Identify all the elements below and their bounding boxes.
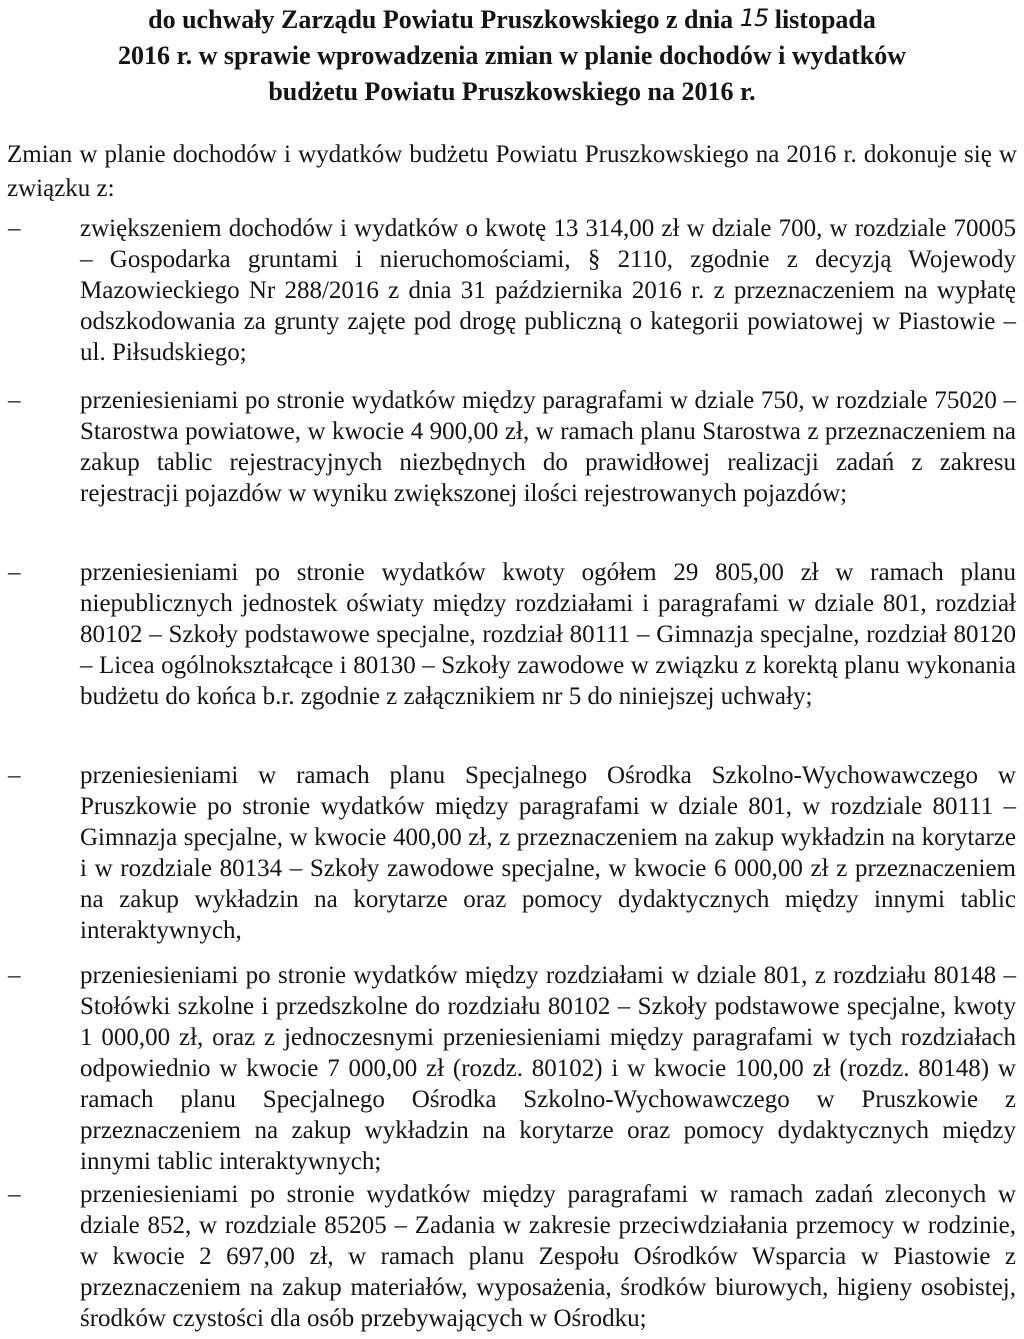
intro-paragraph: Zmian w planie dochodów i wydatków budżetu Powiatu Pruszkowskiego na 2016 r. dokonuje się w związku z: bbox=[7, 141, 1017, 202]
list-item-text: przeniesieniami po stronie wydatków między paragrafami w dziale 750, w rozdziale 75020 – Starostwa powiatowe, w kwocie 4 900,00 zł, w ramach planu Starostwa z przeznaczeniem na zakup tablic rejestracyjnych niezbędnych do prawidłowej realizacji zadań z zakresu rejestracji pojazdów w wyniku zwiększonej ilości rejestrowanych pojazdów; bbox=[80, 387, 1016, 507]
list-bullet-dash: – bbox=[8, 1181, 21, 1208]
list-item-text: przeniesieniami po stronie wydatków między rozdziałami w dziale 801, z rozdziału 80148 – Stołówki szkolne i przedszkolne do rozdziału 80102 – Szkoły podstawowe specjalne, kwoty 1 000,00 zł, oraz z jednoczesnymi przeniesieniami między paragrafami w tych rozdziałach odpowiednio w kwocie 7 000,00 zł (rozdz. 80102) i w kwocie 100,00 zł (rozdz. 80148) w ramach planu Specjalnego Ośrodka Szkolno-Wychowawczego w Pruszkowie z przeznaczeniem na zakup wykładzin na korytarze oraz pomocy dydaktycznych między innymi tablic interaktywnych; bbox=[80, 962, 1016, 1175]
list-item-text: przeniesieniami w ramach planu Specjalnego Ośrodka Szkolno-Wychowawczego w Pruszkowie po stronie wydatków między paragrafami w dziale 801, w rozdziale 80111 – Gimnazja specjalne, w kwocie 400,00 zł, z przeznaczeniem na zakup wykładzin na korytarze i w rozdziale 80134 – Szkoły zawodowe specjalne, w kwocie 6 000,00 zł z przeznaczeniem na zakup wykładzin na korytarze oraz pomocy dydaktycznych między innymi tablic interaktywnych, bbox=[80, 762, 1016, 944]
list-bullet-dash: – bbox=[8, 215, 21, 242]
list-item-text: przeniesieniami po stronie wydatków między paragrafami w ramach zadań zleconych w dziale 852, w rozdziale 85205 – Zadania w zakresie przeciwdziałania przemocy w rodzinie, w kwocie 2 697,00 zł, w ramach planu Zespołu Ośrodków Wsparcia w Piastowie z przeznaczeniem na zakup materiałów, wyposażenia, środków biurowych, higieny osobistej, środków czystości dla osób przebywających w Ośrodku; bbox=[80, 1181, 1016, 1332]
list-bullet-dash: – bbox=[8, 387, 21, 414]
list-item-text: zwiększeniem dochodów i wydatków o kwotę 13 314,00 zł w dziale 700, w rozdziale 70005 – Gospodarka gruntami i nieruchomościami, § 2110, zgodnie z decyzją Wojewody Mazowieckiego Nr 288/2016 z dnia 31 października 2016 r. z przeznaczeniem na wypłatę odszkodowania za grunty zajęte pod drogę publiczną o kategorii powiatowej w Piastowie – ul. Piłsudskiego; bbox=[80, 215, 1016, 366]
header-line-2: 2016 r. w sprawie wprowadzenia zmian w planie dochodów i wydatków bbox=[117, 41, 906, 70]
document-header bbox=[40, 2, 984, 110]
header-line-3: budżetu Powiatu Pruszkowskiego na 2016 r. bbox=[268, 77, 756, 106]
header-line-1 bbox=[40, 2, 984, 38]
header-line-1-post: listopada bbox=[768, 5, 876, 34]
handwritten-day: 15 bbox=[739, 4, 769, 32]
list-bullet-dash: – bbox=[8, 559, 21, 586]
list-bullet-dash: – bbox=[8, 962, 21, 989]
list-item-text: przeniesieniami po stronie wydatków kwoty ogółem 29 805,00 zł w ramach planu niepublicznych jednostek oświaty między rozdziałami i paragrafami w dziale 801, rozdział 80102 – Szkoły podstawowe specjalne, rozdział 80111 – Gimnazja specjalne, rozdział 80120 – Licea ogólnokształcące i 80130 – Szkoły zawodowe w związku z korektą planu wykonania budżetu do końca b.r. zgodnie z załącznikiem nr 5 do niniejszej uchwały; bbox=[80, 559, 1016, 710]
list-bullet-dash: – bbox=[8, 762, 21, 789]
header-line-1-pre: do uchwały Zarządu Powiatu Pruszkowskiego z dnia bbox=[148, 5, 740, 34]
